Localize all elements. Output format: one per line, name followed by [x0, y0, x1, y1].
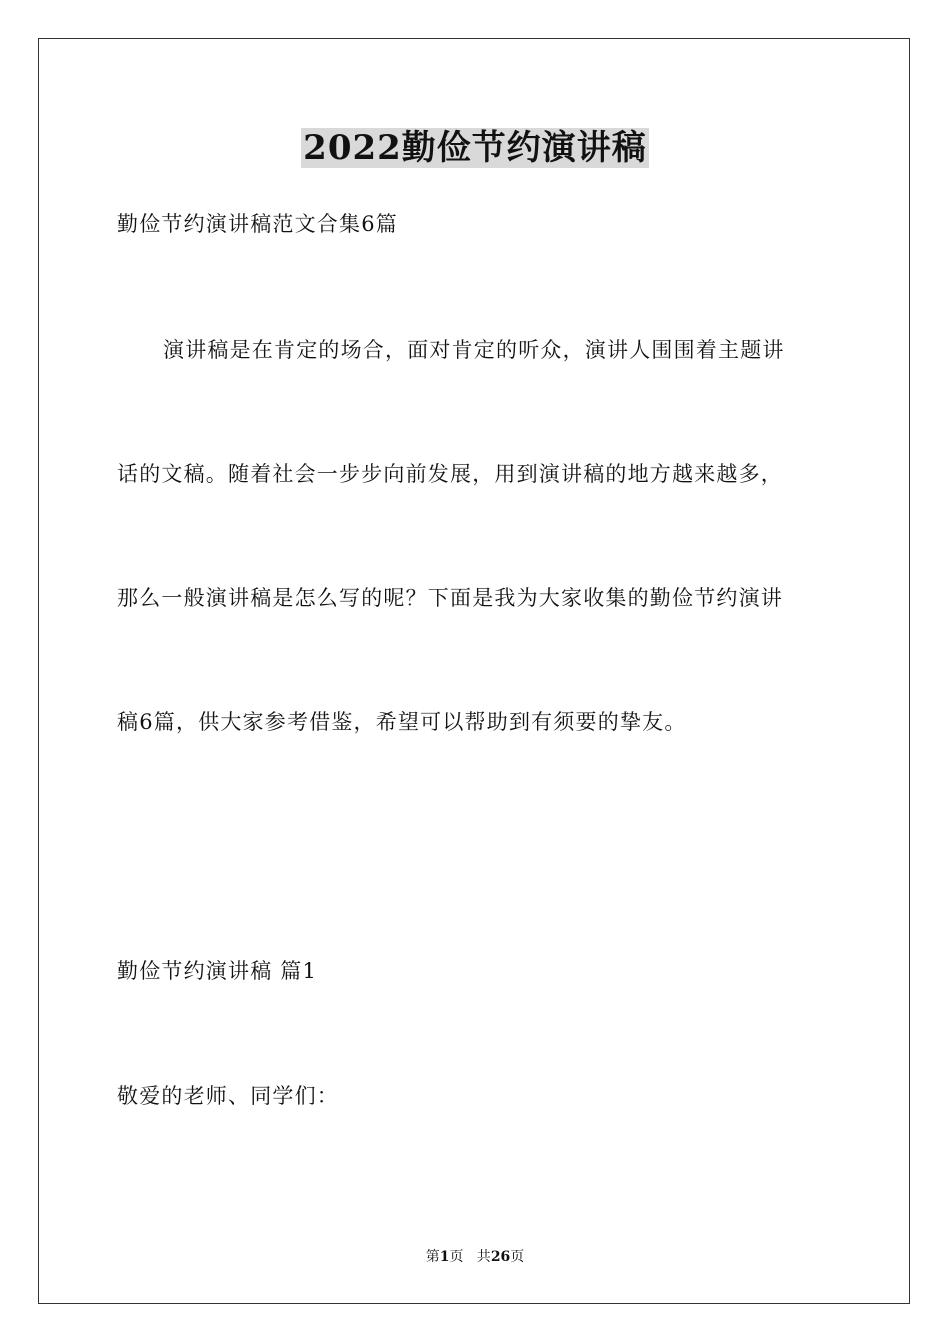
intro-line-1: 演讲稿是在肯定的场合，面对肯定的听众，演讲人围围着主题讲 — [163, 338, 785, 362]
footer-page-mid: 页 共 — [449, 1249, 491, 1265]
footer-page-current: 1 — [439, 1249, 450, 1265]
section-heading: 勤俭节约演讲稿 篇1 — [117, 959, 318, 983]
document-subtitle: 勤俭节约演讲稿范文合集6篇 — [117, 212, 398, 236]
footer-page-suffix: 页 — [510, 1249, 525, 1265]
title-container — [0, 128, 950, 168]
intro-line-2: 话的文稿。随着社会一步步向前发展，用到演讲稿的地方越来越多， — [117, 462, 783, 486]
greeting: 敬爱的老师、同学们： — [117, 1084, 339, 1108]
footer-page-prefix: 第 — [425, 1249, 440, 1265]
page-footer — [0, 1248, 950, 1266]
footer-page-total: 26 — [490, 1249, 511, 1265]
intro-line-3: 那么一般演讲稿是怎么写的呢？下面是我为大家收集的勤俭节约演讲 — [117, 586, 783, 610]
document-title: 2022勤俭节约演讲稿 — [303, 128, 647, 168]
intro-line-4: 稿6篇，供大家参考借鉴，希望可以帮助到有须要的挚友。 — [117, 710, 687, 734]
